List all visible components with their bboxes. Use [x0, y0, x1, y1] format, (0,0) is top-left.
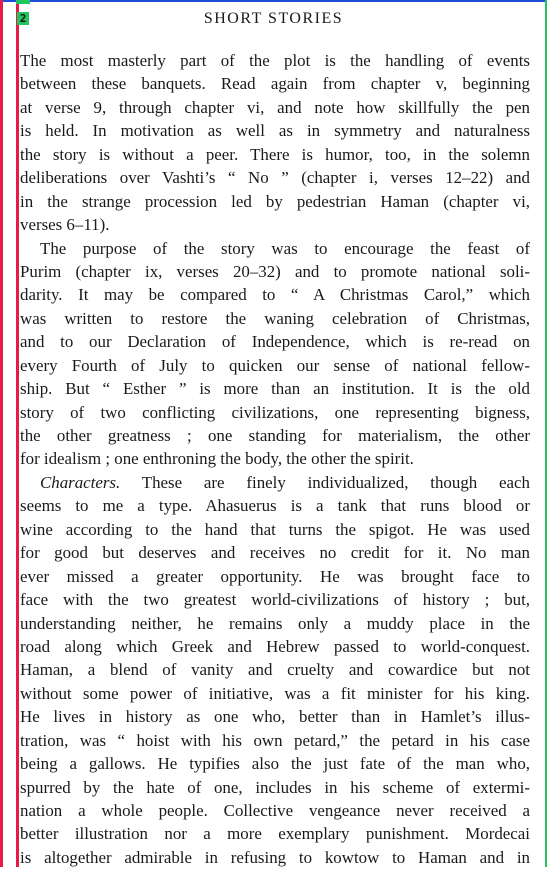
text-line: verses 6–11). — [20, 215, 110, 235]
text-line: is altogether admirable in refusing to kowtow to Haman and in — [20, 847, 530, 867]
text-line: ship. But “ Esther ” is more than an institution. It is the old — [20, 379, 530, 399]
text-line: face with the two greatest world-civilizations of history ; but, — [20, 590, 530, 610]
text-line: nation a whole people. Collective vengeance never received a — [20, 801, 530, 820]
text-line: road along which Greek and Hebrew passed to world-conquest. — [20, 636, 530, 656]
text-line-content: These are finely individualized, though each — [141, 472, 530, 492]
text-line: in the strange procession led by pedestrian Haman (chapter vi, — [20, 191, 530, 211]
text-line: better illustration nor a more exemplary punishment. Mordecai — [20, 824, 530, 844]
text-line: between these banquets. Read again from chapter v, beginning — [20, 74, 530, 94]
text-line: every Fourth of July to quicken our sense of national fellow- — [20, 355, 530, 375]
text-line: for idealism ; one enthroning the body, the other the spirit. — [20, 449, 414, 469]
text-line: story of two conflicting civilizations, one representing bigness, — [20, 402, 530, 422]
text-line: understanding neither, he remains only a muddy place in the — [20, 613, 530, 633]
text-line: darity. It may be compared to “ A Christmas Carol,” which — [20, 285, 530, 305]
top-marker — [16, 0, 30, 4]
text-line — [20, 471, 530, 494]
page-number-badge: 2 — [17, 12, 29, 25]
text-line: deliberations over Vashti’s “ No ” (chapter i, verses 12–22) and — [20, 168, 530, 188]
text-line: Purim (chapter ix, verses 20–32) and to promote national soli- — [20, 261, 530, 281]
frame-top-border — [0, 0, 547, 2]
text-line: the story is without a peer. There is humor, too, in the solemn — [20, 144, 530, 164]
text-line: spurred by the hate of one, includes in his scheme of extermi- — [20, 777, 530, 797]
text-line: ever missed a greater opportunity. He was brought face to — [20, 566, 530, 586]
frame-left-border — [0, 0, 3, 867]
text-line: the other greatness ; one standing for materialism, the other — [20, 426, 530, 445]
frame-margin-line — [16, 0, 19, 867]
section-heading: Characters. — [40, 472, 121, 492]
text-line: The purpose of the story was to encourage the feast of — [40, 238, 530, 258]
text-line: without some power of initiative, was a fit minister for his king. — [20, 683, 530, 703]
text-line: The most masterly part of the plot is the handling of events — [20, 51, 530, 70]
page-body — [20, 49, 530, 869]
text-line: is held. In motivation as well as in symmetry and naturalness — [20, 121, 530, 141]
text-line: at verse 9, through chapter vi, and note how skillfully the pen — [20, 97, 530, 117]
text-line: and to our Declaration of Independence, which is re-read on — [20, 332, 530, 352]
text-line: being a gallows. He typifies also the just fate of the man who, — [20, 754, 530, 774]
text-line: seems to me a type. Ahasuerus is a tank that runs blood or — [20, 496, 530, 516]
text-line: wine according to the hand that turns the spigot. He was used — [20, 519, 530, 539]
text-line: Haman, a blend of vanity and cruelty and cowardice but not — [20, 660, 530, 680]
text-line: was written to restore the waning celebration of Christmas, — [20, 308, 530, 328]
text-line: for good but deserves and receives no credit for it. No man — [20, 543, 530, 563]
text-line: tration, was “ hoist with his own petard,” the petard in his case — [20, 730, 530, 750]
text-line: He lives in history as one who, better than in Hamlet’s illus- — [20, 707, 530, 727]
running-head: SHORT STORIES — [203, 10, 344, 27]
